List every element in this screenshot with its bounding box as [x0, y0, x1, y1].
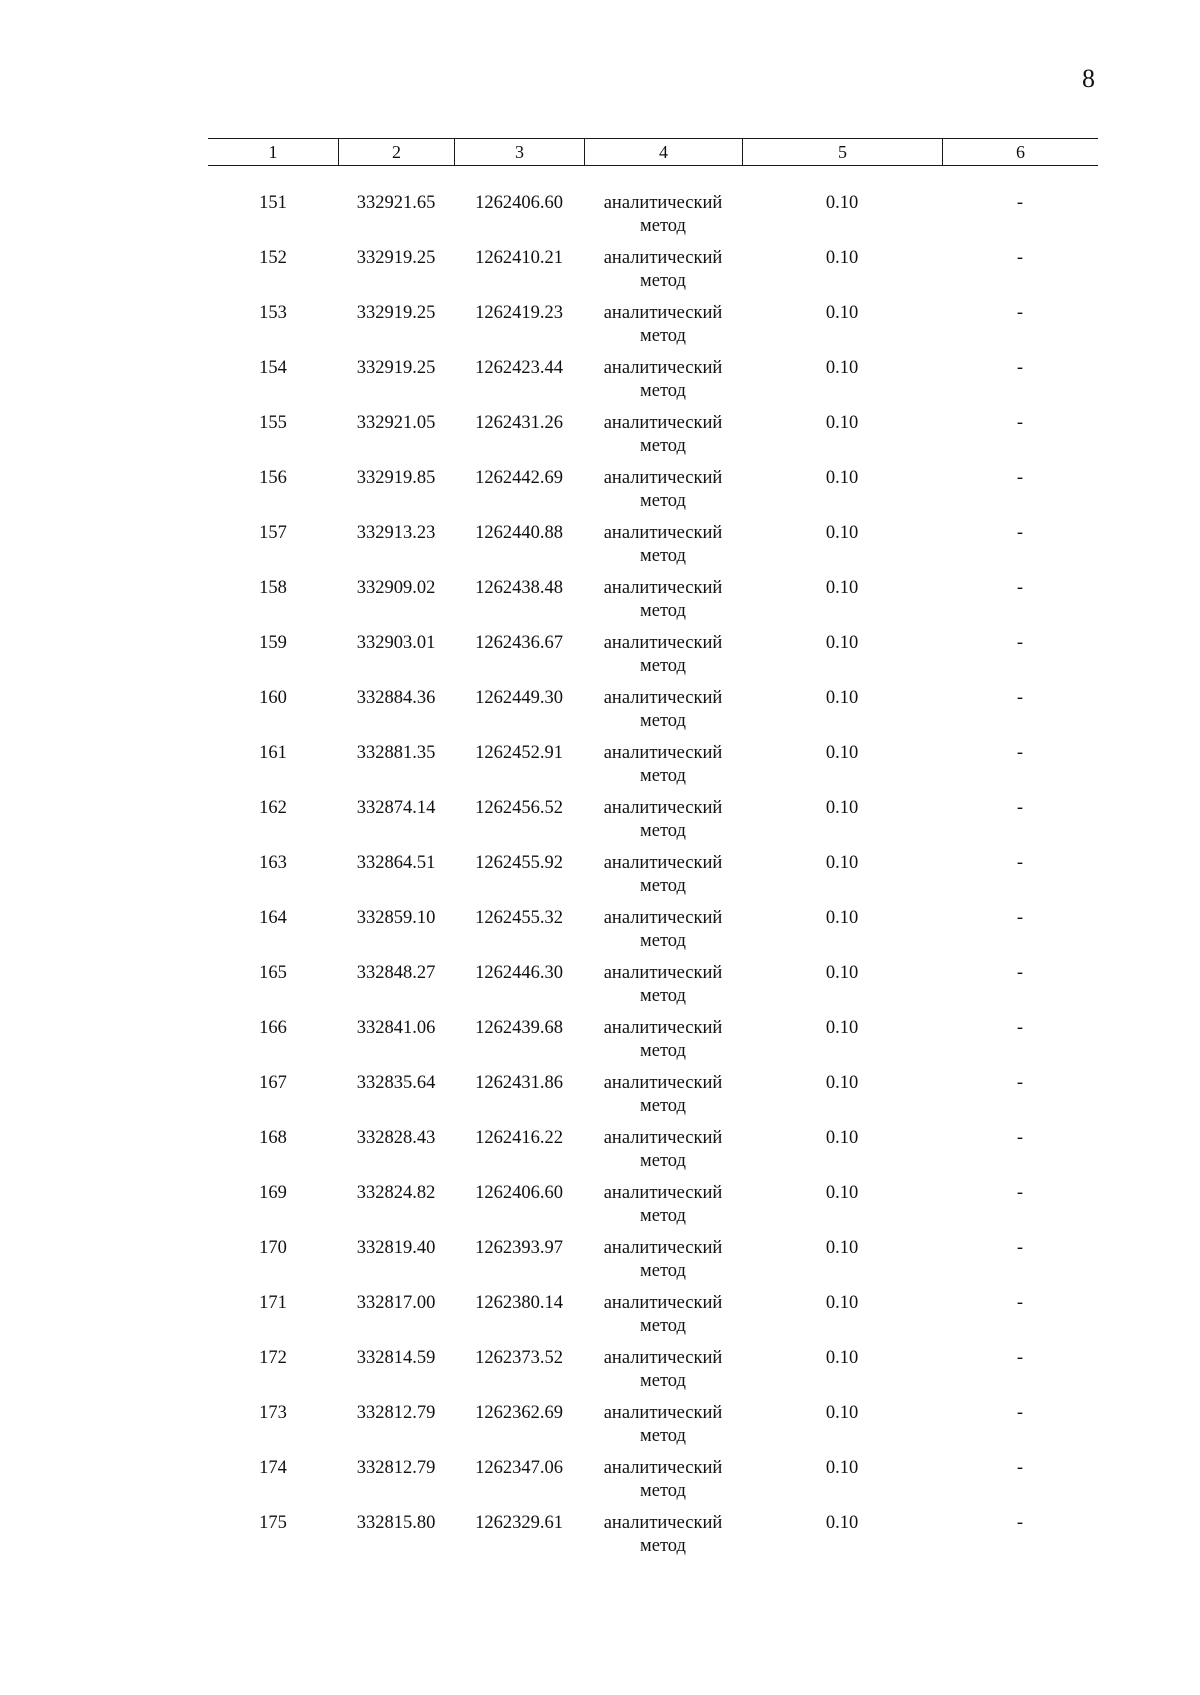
accuracy: 0.10: [825, 1348, 859, 1368]
coordinate-y: 1262419.23: [475, 303, 563, 323]
table-row: [208, 522, 1098, 577]
note: -: [1016, 248, 1024, 268]
method-line-1: аналитический: [603, 578, 723, 598]
method-line-1: аналитический: [603, 358, 723, 378]
note: -: [1016, 908, 1024, 928]
point-number: 151: [259, 193, 287, 213]
point-number: 169: [259, 1183, 287, 1203]
coordinate-y: 1262362.69: [475, 1403, 563, 1423]
note: -: [1016, 1403, 1024, 1423]
point-number: 170: [259, 1238, 287, 1258]
method-line-1: аналитический: [603, 1513, 723, 1533]
method: [584, 1457, 742, 1512]
note: -: [1016, 1348, 1024, 1368]
accuracy: 0.10: [825, 358, 859, 378]
note: -: [1016, 578, 1024, 598]
note: -: [1016, 688, 1024, 708]
point-number: 161: [259, 743, 287, 763]
method: [584, 302, 742, 357]
coordinate-y: 1262455.92: [475, 853, 563, 873]
note: -: [1016, 468, 1024, 488]
table-row: [208, 1512, 1098, 1567]
accuracy: 0.10: [825, 523, 859, 543]
method-line-1: аналитический: [603, 193, 723, 213]
note: -: [1016, 963, 1024, 983]
method-line-1: аналитический: [603, 1073, 723, 1093]
table-row: [208, 412, 1098, 467]
coordinate-y: 1262393.97: [475, 1238, 563, 1258]
note: -: [1016, 633, 1024, 653]
point-number: 174: [259, 1458, 287, 1478]
table-row: [208, 1072, 1098, 1127]
point-number: 160: [259, 688, 287, 708]
coordinate-y: 1262406.60: [475, 193, 563, 213]
point-number: 164: [259, 908, 287, 928]
method: [584, 1292, 742, 1347]
coordinate-x: 332909.02: [356, 578, 436, 598]
point-number: 175: [259, 1513, 287, 1533]
coordinate-x: 332814.59: [356, 1348, 436, 1368]
coordinate-y: 1262410.21: [475, 248, 563, 268]
method-line-2: метод: [640, 326, 686, 346]
method: [584, 852, 742, 907]
coordinate-x: 332881.35: [356, 743, 436, 763]
point-number: 155: [259, 413, 287, 433]
table-row: [208, 797, 1098, 852]
method: [584, 1072, 742, 1127]
point-number: 173: [259, 1403, 287, 1423]
header-col-3: 3: [454, 139, 584, 165]
table-row: [208, 852, 1098, 907]
coordinate-x: 332835.64: [356, 1073, 436, 1093]
table-row: [208, 962, 1098, 1017]
coordinate-x: 332903.01: [356, 633, 436, 653]
table-row: [208, 687, 1098, 742]
accuracy: 0.10: [825, 413, 859, 433]
method: [584, 247, 742, 302]
table-row: [208, 1292, 1098, 1347]
method-line-1: аналитический: [603, 1238, 723, 1258]
method-line-1: аналитический: [603, 1018, 723, 1038]
method-line-1: аналитический: [603, 963, 723, 983]
accuracy: 0.10: [825, 193, 859, 213]
point-number: 172: [259, 1348, 287, 1368]
method-line-1: аналитический: [603, 1458, 723, 1478]
method-line-1: аналитический: [603, 853, 723, 873]
coordinate-y: 1262416.22: [475, 1128, 563, 1148]
method-line-1: аналитический: [603, 633, 723, 653]
table-row: [208, 1237, 1098, 1292]
method: [584, 1347, 742, 1402]
coordinate-y: 1262431.86: [475, 1073, 563, 1093]
table-row: [208, 742, 1098, 797]
coordinate-x: 332848.27: [356, 963, 436, 983]
coordinate-y: 1262455.32: [475, 908, 563, 928]
method-line-1: аналитический: [603, 688, 723, 708]
method-line-1: аналитический: [603, 908, 723, 928]
method: [584, 1017, 742, 1072]
note: -: [1016, 1513, 1024, 1533]
note: -: [1016, 1293, 1024, 1313]
table-row: [208, 1457, 1098, 1512]
method-line-2: метод: [640, 1371, 686, 1391]
coordinate-x: 332812.79: [356, 1403, 436, 1423]
note: -: [1016, 1238, 1024, 1258]
method: [584, 1512, 742, 1567]
method-line-2: метод: [640, 216, 686, 236]
coordinate-y: 1262423.44: [475, 358, 563, 378]
method-line-2: метод: [640, 1096, 686, 1116]
method-line-2: метод: [640, 711, 686, 731]
method-line-1: аналитический: [603, 1183, 723, 1203]
coordinate-x: 332812.79: [356, 1458, 436, 1478]
method-line-2: метод: [640, 1151, 686, 1171]
accuracy: 0.10: [825, 1018, 859, 1038]
accuracy: 0.10: [825, 633, 859, 653]
method-line-2: метод: [640, 1426, 686, 1446]
coordinate-y: 1262438.48: [475, 578, 563, 598]
method-line-1: аналитический: [603, 303, 723, 323]
coordinate-x: 332919.25: [356, 303, 436, 323]
coordinate-y: 1262329.61: [475, 1513, 563, 1533]
coordinate-x: 332884.36: [356, 688, 436, 708]
method-line-2: метод: [640, 986, 686, 1006]
header-col-5: 5: [742, 139, 942, 165]
coordinate-y: 1262406.60: [475, 1183, 563, 1203]
coordinate-x: 332919.25: [356, 358, 436, 378]
coordinate-x: 332874.14: [356, 798, 436, 818]
accuracy: 0.10: [825, 798, 859, 818]
method-line-1: аналитический: [603, 798, 723, 818]
method: [584, 742, 742, 797]
method-line-2: метод: [640, 381, 686, 401]
coordinate-x: 332864.51: [356, 853, 436, 873]
accuracy: 0.10: [825, 1293, 859, 1313]
point-number: 165: [259, 963, 287, 983]
method-line-1: аналитический: [603, 1403, 723, 1423]
coordinate-y: 1262431.26: [475, 413, 563, 433]
method: [584, 412, 742, 467]
coordinate-y: 1262449.30: [475, 688, 563, 708]
coordinate-y: 1262442.69: [475, 468, 563, 488]
method-line-2: метод: [640, 271, 686, 291]
method-line-1: аналитический: [603, 1293, 723, 1313]
coordinate-x: 332913.23: [356, 523, 436, 543]
point-number: 163: [259, 853, 287, 873]
note: -: [1016, 413, 1024, 433]
accuracy: 0.10: [825, 1403, 859, 1423]
point-number: 156: [259, 468, 287, 488]
note: -: [1016, 1018, 1024, 1038]
accuracy: 0.10: [825, 1513, 859, 1533]
table-row: [208, 302, 1098, 357]
page-number: 8: [1082, 64, 1095, 93]
method: [584, 1237, 742, 1292]
note: -: [1016, 1073, 1024, 1093]
accuracy: 0.10: [825, 468, 859, 488]
note: -: [1016, 853, 1024, 873]
table-body: [208, 192, 1098, 1567]
coordinate-x: 332919.25: [356, 248, 436, 268]
table-row: [208, 192, 1098, 247]
header-col-6: 6: [942, 139, 1098, 165]
accuracy: 0.10: [825, 248, 859, 268]
point-number: 167: [259, 1073, 287, 1093]
method-line-2: метод: [640, 1536, 686, 1556]
method: [584, 357, 742, 412]
table-row: [208, 357, 1098, 412]
coordinate-x: 332919.85: [356, 468, 436, 488]
method-line-2: метод: [640, 1481, 686, 1501]
method-line-1: аналитический: [603, 1128, 723, 1148]
header-col-4: 4: [584, 139, 742, 165]
coordinate-y: 1262446.30: [475, 963, 563, 983]
table-row: [208, 907, 1098, 962]
method-line-1: аналитический: [603, 743, 723, 763]
coordinate-y: 1262380.14: [475, 1293, 563, 1313]
point-number: 162: [259, 798, 287, 818]
method-line-1: аналитический: [603, 413, 723, 433]
method-line-1: аналитический: [603, 248, 723, 268]
note: -: [1016, 303, 1024, 323]
method: [584, 1402, 742, 1457]
method-line-2: метод: [640, 491, 686, 511]
note: -: [1016, 1183, 1024, 1203]
table-row: [208, 577, 1098, 632]
note: -: [1016, 523, 1024, 543]
method-line-2: метод: [640, 436, 686, 456]
point-number: 157: [259, 523, 287, 543]
accuracy: 0.10: [825, 853, 859, 873]
method-line-2: метод: [640, 1041, 686, 1061]
table-header: [208, 138, 1098, 166]
point-number: 153: [259, 303, 287, 323]
point-number: 152: [259, 248, 287, 268]
method-line-2: метод: [640, 1261, 686, 1281]
table-row: [208, 1017, 1098, 1072]
coordinate-y: 1262439.68: [475, 1018, 563, 1038]
method-line-2: метод: [640, 656, 686, 676]
note: -: [1016, 798, 1024, 818]
method-line-2: метод: [640, 821, 686, 841]
table-row: [208, 1347, 1098, 1402]
point-number: 154: [259, 358, 287, 378]
point-number: 171: [259, 1293, 287, 1313]
method: [584, 522, 742, 577]
accuracy: 0.10: [825, 303, 859, 323]
method: [584, 797, 742, 852]
method-line-2: метод: [640, 876, 686, 896]
header-col-2: 2: [338, 139, 454, 165]
method: [584, 1127, 742, 1182]
method-line-1: аналитический: [603, 468, 723, 488]
note: -: [1016, 358, 1024, 378]
table-row: [208, 1402, 1098, 1457]
coordinate-y: 1262436.67: [475, 633, 563, 653]
point-number: 168: [259, 1128, 287, 1148]
accuracy: 0.10: [825, 963, 859, 983]
accuracy: 0.10: [825, 908, 859, 928]
coordinate-x: 332921.05: [356, 413, 436, 433]
method-line-1: аналитический: [603, 523, 723, 543]
coordinate-y: 1262373.52: [475, 1348, 563, 1368]
method: [584, 632, 742, 687]
method-line-2: метод: [640, 931, 686, 951]
accuracy: 0.10: [825, 1458, 859, 1478]
accuracy: 0.10: [825, 743, 859, 763]
header-col-1: 1: [268, 142, 278, 162]
method-line-2: метод: [640, 601, 686, 621]
method: [584, 962, 742, 1017]
note: -: [1016, 743, 1024, 763]
coordinate-x: 332815.80: [356, 1513, 436, 1533]
table-row: [208, 247, 1098, 302]
method: [584, 192, 742, 247]
accuracy: 0.10: [825, 1073, 859, 1093]
coordinate-x: 332841.06: [356, 1018, 436, 1038]
table-row: [208, 467, 1098, 522]
coordinate-x: 332921.65: [356, 193, 436, 213]
coordinate-x: 332859.10: [356, 908, 436, 928]
note: -: [1016, 1458, 1024, 1478]
method-line-2: метод: [640, 1316, 686, 1336]
method: [584, 687, 742, 742]
coordinate-x: 332819.40: [356, 1238, 436, 1258]
method-line-1: аналитический: [603, 1348, 723, 1368]
coordinate-y: 1262440.88: [475, 523, 563, 543]
point-number: 158: [259, 578, 287, 598]
table-row: [208, 1127, 1098, 1182]
table-row: [208, 1182, 1098, 1237]
coordinate-y: 1262347.06: [475, 1458, 563, 1478]
coordinate-y: 1262456.52: [475, 798, 563, 818]
method: [584, 577, 742, 632]
point-number: 166: [259, 1018, 287, 1038]
method-line-2: метод: [640, 1206, 686, 1226]
note: -: [1016, 193, 1024, 213]
accuracy: 0.10: [825, 1238, 859, 1258]
accuracy: 0.10: [825, 1183, 859, 1203]
coordinate-y: 1262452.91: [475, 743, 563, 763]
coordinate-x: 332817.00: [356, 1293, 436, 1313]
accuracy: 0.10: [825, 578, 859, 598]
method: [584, 907, 742, 962]
method: [584, 1182, 742, 1237]
method-line-2: метод: [640, 546, 686, 566]
method-line-2: метод: [640, 766, 686, 786]
accuracy: 0.10: [825, 1128, 859, 1148]
method: [584, 467, 742, 522]
accuracy: 0.10: [825, 688, 859, 708]
note: -: [1016, 1128, 1024, 1148]
coordinate-x: 332824.82: [356, 1183, 436, 1203]
point-number: 159: [259, 633, 287, 653]
coordinate-x: 332828.43: [356, 1128, 436, 1148]
table-row: [208, 632, 1098, 687]
